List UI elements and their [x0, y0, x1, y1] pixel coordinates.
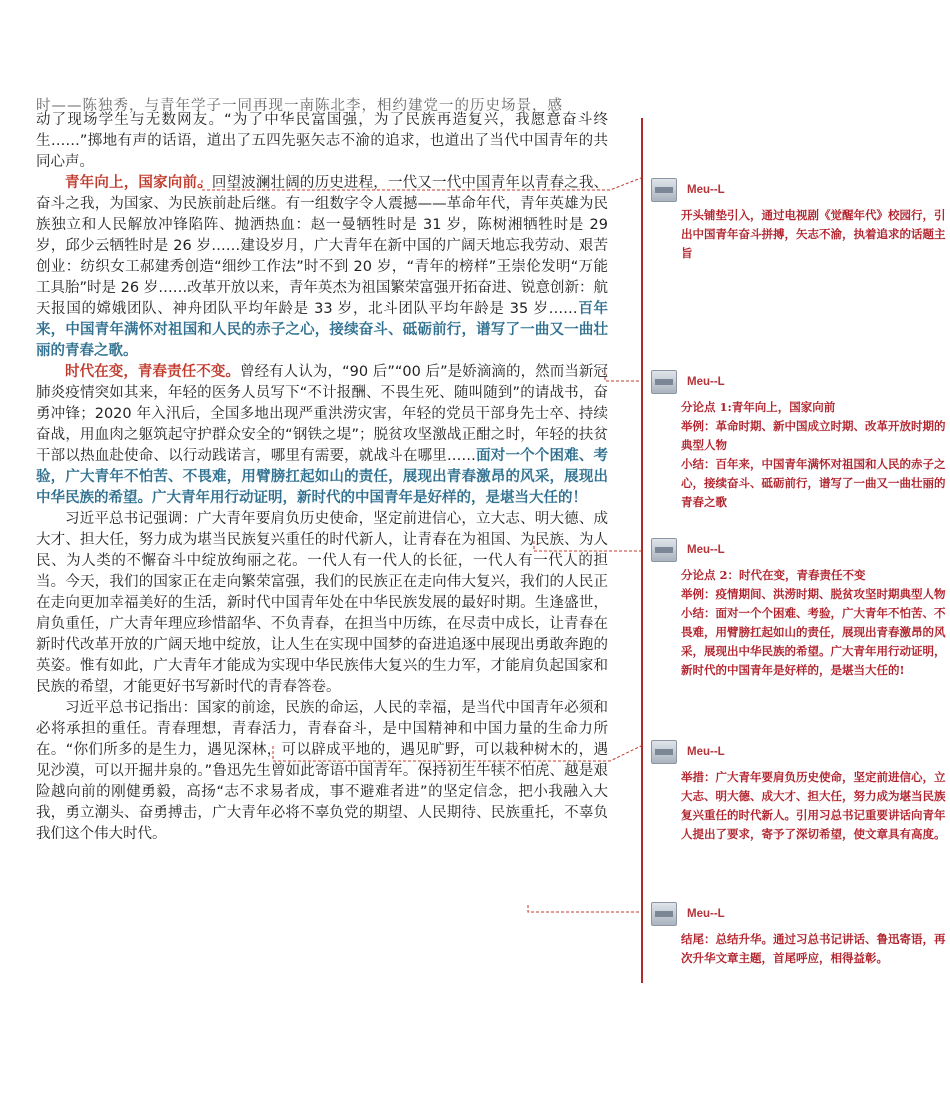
avatar: [651, 538, 677, 562]
comment-header: [651, 738, 947, 766]
comment-line: 分论点 2：时代在变，青春责任不变: [681, 568, 866, 582]
paragraph: [36, 173, 608, 362]
paragraph: [36, 110, 608, 173]
leader-line-5: [528, 905, 641, 912]
paragraph-heading: 时代在变，青春责任不变。: [65, 364, 240, 380]
comment-text: [681, 930, 947, 968]
comment-line: 结尾：总结升华。通过习总书记讲话、鲁迅寄语，再次升华文章主题，首尾呼应，相得益彰。: [681, 932, 946, 965]
comment-balloon[interactable]: [651, 900, 947, 968]
paragraph-heading: 青年向上，国家向前。: [65, 175, 212, 191]
clipped-top-line: 时——陈独秀，与青年学子一同再现一南陈北李，相约建党一的历史场景，感: [36, 98, 563, 114]
comment-text: [681, 566, 947, 680]
comment-balloon[interactable]: [651, 738, 947, 844]
avatar: [651, 370, 677, 394]
paragraph: [36, 362, 608, 509]
comment-line: 小结：百年来，中国青年满怀对祖国和人民的赤子之心，接续奋斗、砥砺前行，谱写了一曲又一曲壮丽的青春之歌: [681, 457, 946, 509]
comment-header: [651, 176, 947, 204]
comment-line: 举例：革命时期、新中国成立时期、改革开放时期的典型人物: [681, 419, 946, 452]
document-body[interactable]: [36, 110, 608, 845]
comment-balloon[interactable]: [651, 368, 947, 512]
paragraph-text: 习近平总书记指出：国家的前途，民族的命运，人民的幸福，是当代中国青年必须和必将承担的重任。青春理想，青春活力，青春奋斗，是中国精神和中国力量的生命力所在。“你们所多的是生力，遇见深林，可以辟成平地的，遇见旷野，可以栽种树木的，遇见沙漠，可以开掘井泉的。”鲁迅先生曾如此寄语中国青年。保持初生牛犊不怕虎、越是艰险越向前的刚健勇毅，高扬“志不求易者成，事不避难者进”的坚定信念，把小我融入大我，勇立潮头、奋勇搏击，广大青年必将不辜负党的期望、人民期待、民族重托，不辜负我们这个伟大时代。: [36, 700, 608, 842]
avatar: [651, 902, 677, 926]
paragraph-text: 动了现场学生与无数网友。“为了中华民富国强，为了民族再造复兴，我愿意奋斗终生……”掷地有声的话语，道出了五四先驱矢志不渝的追求，也道出了当代中国青年的共同心声。: [36, 112, 608, 170]
comment-line: 举例：疫情期间、洪涝时期、脱贫攻坚时期典型人物: [681, 587, 946, 601]
avatar: [651, 178, 677, 202]
paragraph-summary: 百年来，中国青年满怀对祖国和人民的赤子之心，接续奋斗、砥砺前行，谱写了一曲又一曲壮丽的青春之歌。: [36, 301, 609, 359]
comment-author: Meu--L: [687, 184, 725, 196]
avatar: [651, 740, 677, 764]
paragraph-text: 曾经有人认为，“90 后”“00 后”是娇滴滴的，然而当新冠肺炎疫情突如其来，年轻的医务人员写下“不计报酬、不畏生死、随叫随到”的请战书，奋勇冲锋；2020 年入汛后，全国多地出现严重洪涝灾害，年轻的党员干部身先士卒、持续奋战，用血肉之躯筑起守护群众安全的“钢铁之堤”；脱贫攻坚激战正酣之时，年轻的扶贫干部以热血赴使命、以行动践诺言，哪里有需要，就战斗在哪里……: [36, 364, 608, 464]
paragraph-text: 回望波澜壮阔的历史进程，一代又一代中国青年以青春之我、奋斗之我，为国家、为民族前赴后继。有一组数字令人震撼——革命年代，青年英雄为民族独立和人民解放冲锋陷阵、抛洒热血：赵一曼牺牲时是 31 岁，陈树湘牺牲时是 29 岁，邱少云牺牲时是 26 岁……建设岁月，广大青年在新中国的广阔天地忘我劳动、艰苦创业：纺织女工郝建秀创造“细纱工作法”时不到 20 岁，“青年的榜样”王崇伦发明“万能工具胎”时是 26 岁……改革开放以来，青年英杰为祖国繁荣富强开拓奋进、锐意创新：航天报国的嫦娥团队、神舟团队平均年龄是 33 岁，北斗团队平均年龄是 35 岁……: [36, 175, 609, 317]
paragraph-text: 习近平总书记强调：广大青年要肩负历史使命，坚定前进信心，立大志、明大德、成大才、担大任，努力成为堪当民族复兴重任的时代新人，让青春在为祖国、为民族、为人民、为人类的不懈奋斗中绽放绚丽之花。一代人有一代人的长征，一代人有一代人的担当。今天，我们的国家正在走向繁荣富强，我们的民族正在走向伟大复兴，我们的人民正在走向更加幸福美好的生活，新时代中国青年处在中华民族发展的最好时期。生逢盛世，肩负重任，广大青年理应珍惜韶华、不负青春，在担当中历练，在尽责中成长，让青春在新时代改革开放的广阔天地中绽放，让人生在实现中国梦的奋进追逐中展现出勇敢奔跑的英姿。惟有如此，广大青年才能成为实现中华民族伟大复兴的生力军，才能肩负起国家和民族的希望，才能更好书写新时代的青春答卷。: [36, 511, 608, 695]
comment-line: 分论点 1:青年向上，国家向前: [681, 400, 836, 414]
comment-author: Meu--L: [687, 544, 725, 556]
comment-header: [651, 900, 947, 928]
comment-line: 举措：广大青年要肩负历史使命，坚定前进信心，立大志、明大德、成大才、担大任，努力成为堪当民族复兴重任的时代新人。引用习总书记重要讲话向青年人提出了要求，寄予了深切希望，使文章具有高度。: [681, 770, 946, 841]
comment-line: 小结：面对一个个困难、考验，广大青年不怕苦、不畏难，用臂膀扛起如山的责任，展现出青春激昂的风采，展现出中华民族的希望。广大青年用行动证明，新时代的中国青年是好样的，是堪当大任的!: [681, 606, 946, 677]
comment-text: [681, 206, 947, 263]
comment-line: 开头铺垫引入，通过电视剧《觉醒年代》校园行，引出中国青年奋斗拼搏，矢志不渝，执着追求的话题主旨: [681, 208, 946, 260]
comment-balloon[interactable]: [651, 536, 947, 680]
comment-balloon[interactable]: [651, 176, 947, 263]
comment-header: [651, 368, 947, 396]
comment-text: [681, 398, 947, 512]
comment-header: [651, 536, 947, 564]
comment-author: Meu--L: [687, 908, 725, 920]
paragraph-summary: 面对一个个困难、考验，广大青年不怕苦、不畏难，用臂膀扛起如山的责任，展现出青春激昂的风采，展现出中华民族的希望。广大青年用行动证明，新时代的中国青年是好样的，是堪当大任的！: [36, 448, 609, 506]
leader-line-2: [605, 372, 641, 381]
comment-author: Meu--L: [687, 376, 725, 388]
comments-pane: [641, 118, 950, 983]
paragraph: [36, 698, 608, 845]
paragraph: [36, 509, 608, 698]
comment-author: Meu--L: [687, 746, 725, 758]
comment-text: [681, 768, 947, 844]
